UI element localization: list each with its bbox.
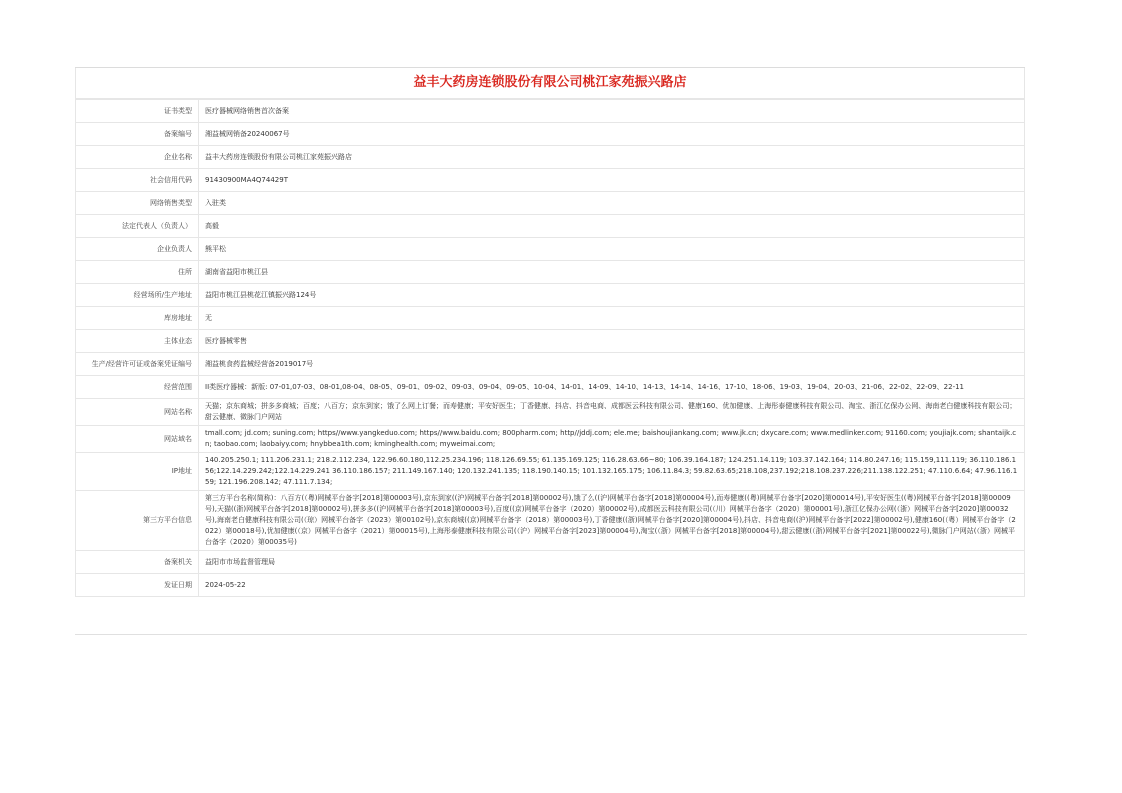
table-row [76, 330, 1025, 353]
field-value: 益丰大药房连锁股份有限公司桃江家苑振兴路店 [199, 146, 1025, 169]
table-row [76, 453, 1025, 491]
field-label: 备案机关 [76, 551, 199, 574]
field-value: 湘益桃食药监械经营备2019017号 [199, 353, 1025, 376]
field-label: 证书类型 [76, 100, 199, 123]
field-label: 生产/经营许可证或备案凭证编号 [76, 353, 199, 376]
field-label: 企业名称 [76, 146, 199, 169]
record-sheet [75, 67, 1025, 597]
footer-divider [75, 634, 1027, 635]
table-row [76, 146, 1025, 169]
field-label: 法定代表人（负责人） [76, 215, 199, 238]
field-value: 医疗器械零售 [199, 330, 1025, 353]
table-row [76, 376, 1025, 399]
table-row [76, 551, 1025, 574]
field-value: 湘益械网销备20240067号 [199, 123, 1025, 146]
table-row [76, 100, 1025, 123]
table-row [76, 261, 1025, 284]
field-label: 经营范围 [76, 376, 199, 399]
table-row [76, 169, 1025, 192]
field-value: 高毅 [199, 215, 1025, 238]
field-label: 网站名称 [76, 399, 199, 426]
field-label: 网站域名 [76, 426, 199, 453]
record-table [75, 99, 1025, 597]
store-title: 益丰大药房连锁股份有限公司桃江家苑振兴路店 [75, 68, 1025, 99]
field-value: 益阳市市场监督管理局 [199, 551, 1025, 574]
field-value: 无 [199, 307, 1025, 330]
table-row [76, 284, 1025, 307]
field-label: 住所 [76, 261, 199, 284]
field-value: 第三方平台名称(简称)：八百方(（粤)网械平台备字[2018]第00003号),京东到家((沪)网械平台备字[2018]第00002号),饿了么((沪)网械平台备字[2018]第00004号),而寿健康((粤)网械平台备字[2020]第00014号),平安好医生((粤)网械平台备字[2018]第00009号),天猫((浙)网械平台备字[2018]第00002号),拼多多((沪)网械平台备字[2018]第00003号),百度((京)网械平台备字（2020）第00002号),成都医云科技有限公司(（川）网械平台备字（2020）第00001号),浙江亿保办公网(（浙）网械平台备字[2020]第00032号),海南老白健康科技有限公司(（琼）网械平台备字（2023）第00102号),京东商城((京)网械平台备字（2018）第00003号),丁香健康((浙)网械平台备字[2020]第00004号),抖店、抖音电商((沪)网械平台备字[2022]第00002号),健康160(（粤）网械平台备字（2022）第00018号),优加健康(（京）网械平台备字（2021）第00015号),上海彤泰健康科技有限公司(（沪）网械平台备字[2023]第00004号),淘宝(（浙）网械平台备字[2018]第00004号),甜云健康(（浙)网械平台备字[2021]第00022号),微脉门户网站(（浙）网械平台备字（2020）第00035号) [199, 491, 1025, 551]
table-row [76, 574, 1025, 597]
field-value: 益阳市桃江县桃花江镇振兴路124号 [199, 284, 1025, 307]
field-label: 备案编号 [76, 123, 199, 146]
field-value: 2024-05-22 [199, 574, 1025, 597]
table-row [76, 399, 1025, 426]
field-label: 库房地址 [76, 307, 199, 330]
field-value: tmall.com; jd.com; suning.com; https//www.yangkeduo.com; https//www.baidu.com; 800pharm.com; http//jddj.com; ele.me; baishoujiankang.com; www.jk.cn; dxycare.com; www.medlinker.com; 91160.com; youjiajk.com; shantaijk.cn; taobao.com; laobaiyy.com; hnybbea1th.com; kminghealth.com; myweimai.com; [199, 426, 1025, 453]
field-label: 发证日期 [76, 574, 199, 597]
field-value: 入驻类 [199, 192, 1025, 215]
field-label: 企业负责人 [76, 238, 199, 261]
table-row [76, 215, 1025, 238]
field-label: 经营场所/生产地址 [76, 284, 199, 307]
field-value: 140.205.250.1; 111.206.231.1; 218.2.112.234, 122.96.60.180,112.25.234.196; 118.126.69.55; 61.135.169.125; 116.28.63.66~80; 106.39.164.187; 124.251.14.119; 103.37.142.164; 114.80.247.16; 115.159,111.119; 36.110.186.156;122.14.229.242;122.14.229.241 36.110.186.157; 211.149.167.140; 120.132.241.135; 118.190.140.15; 101.132.165.175; 106.11.84.3; 59.82.63.65;218.108,237.192;218.108.237.226;211.138.122.251; 47.110.6.64; 47.96.116.159; 121.196.208.142; 47.111.7.134; [199, 453, 1025, 491]
field-value: 91430900MA4Q74429T [199, 169, 1025, 192]
field-value: 熊平松 [199, 238, 1025, 261]
field-label: 网络销售类型 [76, 192, 199, 215]
field-value: 湖南省益阳市桃江县 [199, 261, 1025, 284]
table-row [76, 192, 1025, 215]
field-value: II类医疗器械：新版: 07-01,07-03、08-01,08-04、08-05、09-01、09-02、09-03、09-04、09-05、10-04、14-01、14-09、14-10、14-13、14-14、14-16、17-10、18-06、19-03、19-04、20-03、21-06、22-02、22-09、22-11 [199, 376, 1025, 399]
table-row [76, 123, 1025, 146]
field-label: IP地址 [76, 453, 199, 491]
table-row [76, 307, 1025, 330]
field-label: 第三方平台信息 [76, 491, 199, 551]
table-row [76, 238, 1025, 261]
table-row [76, 353, 1025, 376]
field-value: 天猫；京东商城；拼多多商城；百度；八百方；京东到家；饿了么网上订餐；而寿健康；平安好医生；丁香健康、抖店、抖音电商、成都医云科技有限公司、健康160、优加健康、上海彤泰健康科技有限公司、淘宝、浙江亿保办公网、海南老白健康科技有限公司；甜云健康、微脉门户网站 [199, 399, 1025, 426]
field-label: 社会信用代码 [76, 169, 199, 192]
field-value: 医疗器械网络销售首次备案 [199, 100, 1025, 123]
table-row [76, 426, 1025, 453]
table-row [76, 491, 1025, 551]
field-label: 主体业态 [76, 330, 199, 353]
